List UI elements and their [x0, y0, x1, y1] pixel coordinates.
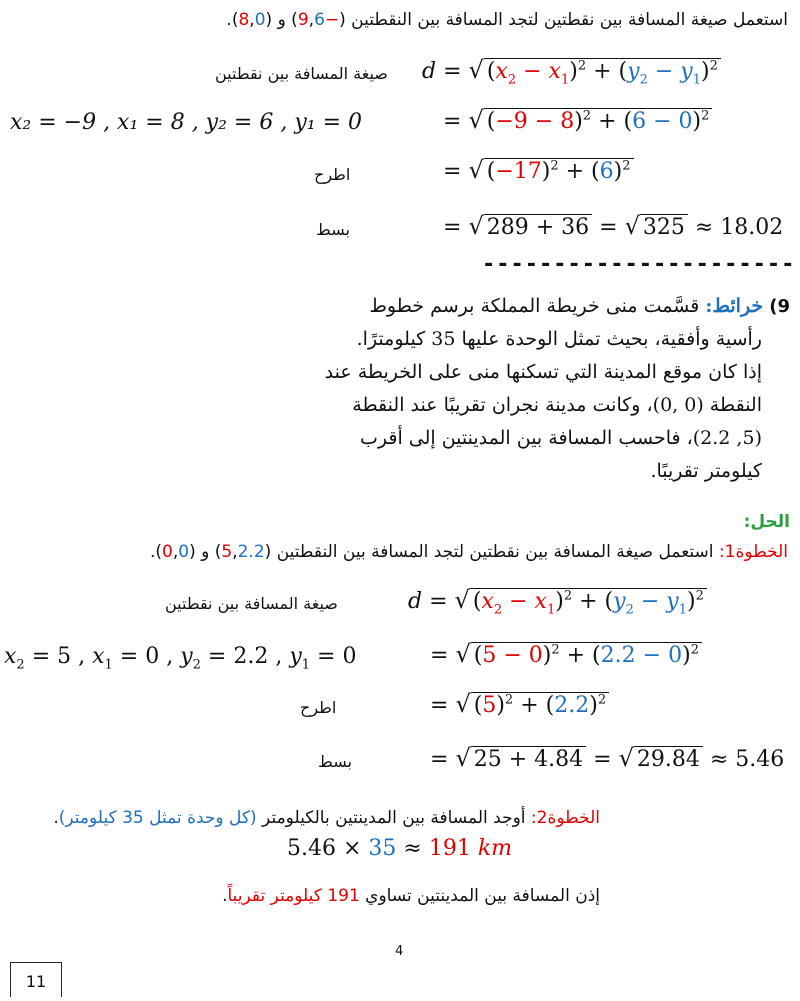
- step1-text-a: استعمل صيغة المسافة بين نقطتين لتجد المسافة بين النقطتين (: [264, 542, 719, 562]
- s1-num-a: 289: [486, 215, 529, 240]
- step2-line: [53, 806, 600, 830]
- step2-end: .: [53, 808, 59, 828]
- s2-num-b: 4.84: [534, 747, 584, 772]
- s2-result: 5.46: [735, 747, 785, 772]
- dashed-separator: ----------------------: [482, 252, 796, 277]
- problem-line-5: كيلومتر تقريبًا.: [650, 460, 762, 482]
- formula-line-2: d = √ $(x_2 - x_1)^2 + (y_2 - y_1)^2$: [408, 586, 707, 614]
- step1-p1b: 2.2: [237, 542, 265, 562]
- note-subtract-2: اطرح: [300, 698, 337, 717]
- values-line-2: $x_2 = 5$ , $x_1 = 0$ , $y_2 = 2.2$ , $y_1 = 0$: [4, 644, 357, 673]
- intro-text-b: ) و (: [265, 10, 298, 30]
- problem-number: 9): [769, 296, 790, 317]
- s2-b: 0: [528, 643, 543, 668]
- calc-b: 35: [368, 836, 397, 861]
- intro-p1a: −9: [297, 10, 340, 30]
- s2-num-c: 29.84: [636, 747, 700, 772]
- s2-d: 0: [668, 643, 683, 668]
- problem-title: خرائط:: [705, 295, 764, 317]
- s1-b: 8: [560, 109, 575, 134]
- step1-p1a: 5: [221, 542, 233, 562]
- note-formula-2: صيغة المسافة بين نقطتين: [165, 594, 338, 613]
- step1-text-c: ).: [149, 542, 163, 562]
- intro-line: استعمل صيغة المسافة بين نقطتين لتجد المسافة بين النقطتين (−9,6) و (8,0).: [226, 10, 788, 30]
- problem-line-0: [230, 290, 790, 323]
- step1-line: الخطوة1: استعمل صيغة المسافة بين نقطتين لتجد المسافة بين النقطتين (5,2.2) و (0,0).: [149, 542, 788, 562]
- step2-label: الخطوة2:: [530, 808, 600, 828]
- step2-paren: (كل وحدة تمثل 35 كيلومتر): [58, 808, 257, 828]
- step1-p2a: 0: [162, 542, 173, 562]
- conclusion-text-a: إذن المسافة بين المدينتين تساوي: [359, 886, 600, 906]
- s1-a: −9: [495, 109, 528, 134]
- note-simplify-2: بسط: [318, 752, 352, 771]
- s1-num-b: 36: [561, 215, 590, 240]
- calc-unit: km: [477, 836, 513, 861]
- page-number-box: 11: [10, 962, 62, 997]
- intro-text-a: استعمل صيغة المسافة بين نقطتين لتجد المسافة بين النقطتين (: [339, 10, 788, 30]
- s2-a: 5: [482, 643, 497, 668]
- s1-diff-a: −17: [495, 159, 542, 184]
- diff-line-2: = √ $(5)^2 + (2.2)^2$: [430, 690, 609, 718]
- problem-9: [230, 290, 790, 488]
- s2-c: 2.2: [600, 643, 636, 668]
- s1-diff-b: 6: [599, 159, 614, 184]
- subst-line-2: = √ $(5 - 0)^2 + (2.2 - 0)^2$: [430, 640, 702, 668]
- s2-diff-b: 2.2: [554, 693, 590, 718]
- intro-text-c: ).: [226, 10, 239, 30]
- problem-line-2: إذا كان موقع المدينة التي تسكنها منى على الخريطة عند: [324, 361, 762, 383]
- s2-diff-a: 5: [482, 693, 497, 718]
- s2-num-a: 25: [473, 747, 502, 772]
- formula-line-1: d = √ $(x_2 - x_1)^2 + (y_2 - y_1)^2$: [422, 56, 721, 84]
- intro-p2b: 0: [254, 10, 266, 30]
- step1-text-b: ) و (: [189, 542, 222, 562]
- intro-p2a: 8: [238, 10, 250, 30]
- problem-text-0: قسَّمت منى خريطة المملكة برسم خطوط: [369, 295, 700, 317]
- note-simplify-1: بسط: [316, 220, 350, 239]
- conclusion-end: .: [222, 886, 228, 906]
- problem-line-1: رأسية وأفقية، بحيث تمثل الوحدة عليها 35 كيلومترًا.: [356, 328, 762, 350]
- step1-p2b: 0: [178, 542, 190, 562]
- s2-y2: 2.2: [233, 644, 269, 669]
- s1-c: 6: [632, 109, 647, 134]
- calc-line: 5.46 × 35 ≈ 191 km: [287, 836, 513, 861]
- subst-line-1: = √ $(-9 - 8)^2 + (6 - 0)^2$: [443, 106, 712, 134]
- diff-line-1: = √ $(-17)^2 + (6)^2$: [443, 156, 634, 184]
- s1-d: 0: [678, 109, 693, 134]
- values-line-1: x₂ = −9 , x₁ = 8 , y₂ = 6 , y₁ = 0: [10, 110, 362, 135]
- step1-label: الخطوة1:: [718, 542, 788, 562]
- simplify-line-1: = √ 289 + 36 = √ 325 ≈ 18.02: [443, 212, 784, 240]
- page-number-center: 4: [395, 944, 404, 959]
- problem-line-4: (5, 2.2)، فاحسب المسافة بين المدينتين إلى أقرب: [360, 427, 762, 449]
- note-formula-1: صيغة المسافة بين نقطتين: [215, 64, 388, 83]
- conclusion-line: [222, 884, 600, 908]
- simplify-line-2: = √ 25 + 4.84 = √ 29.84 ≈ 5.46: [430, 744, 785, 772]
- note-subtract-1: اطرح: [314, 165, 351, 184]
- conclusion-highlight: 191 كيلومتر تقريباً: [227, 886, 360, 906]
- step2-text: أوجد المسافة بين المدينتين بالكيلومتر: [256, 808, 531, 828]
- s2-x1: 0: [145, 644, 160, 669]
- solution-label: الحل:: [743, 512, 790, 532]
- calc-a: 5.46: [287, 836, 336, 861]
- intro-p1b: 6: [314, 10, 325, 30]
- s1-num-c: 325: [642, 215, 685, 240]
- s1-result: 18.02: [720, 215, 784, 240]
- calc-result: 191: [428, 836, 471, 861]
- s2-y1: 0: [342, 644, 357, 669]
- s2-x2: 5: [57, 644, 72, 669]
- problem-line-3: النقطة (0 ,0)، وكانت مدينة نجران تقريبًا عند النقطة: [352, 394, 762, 416]
